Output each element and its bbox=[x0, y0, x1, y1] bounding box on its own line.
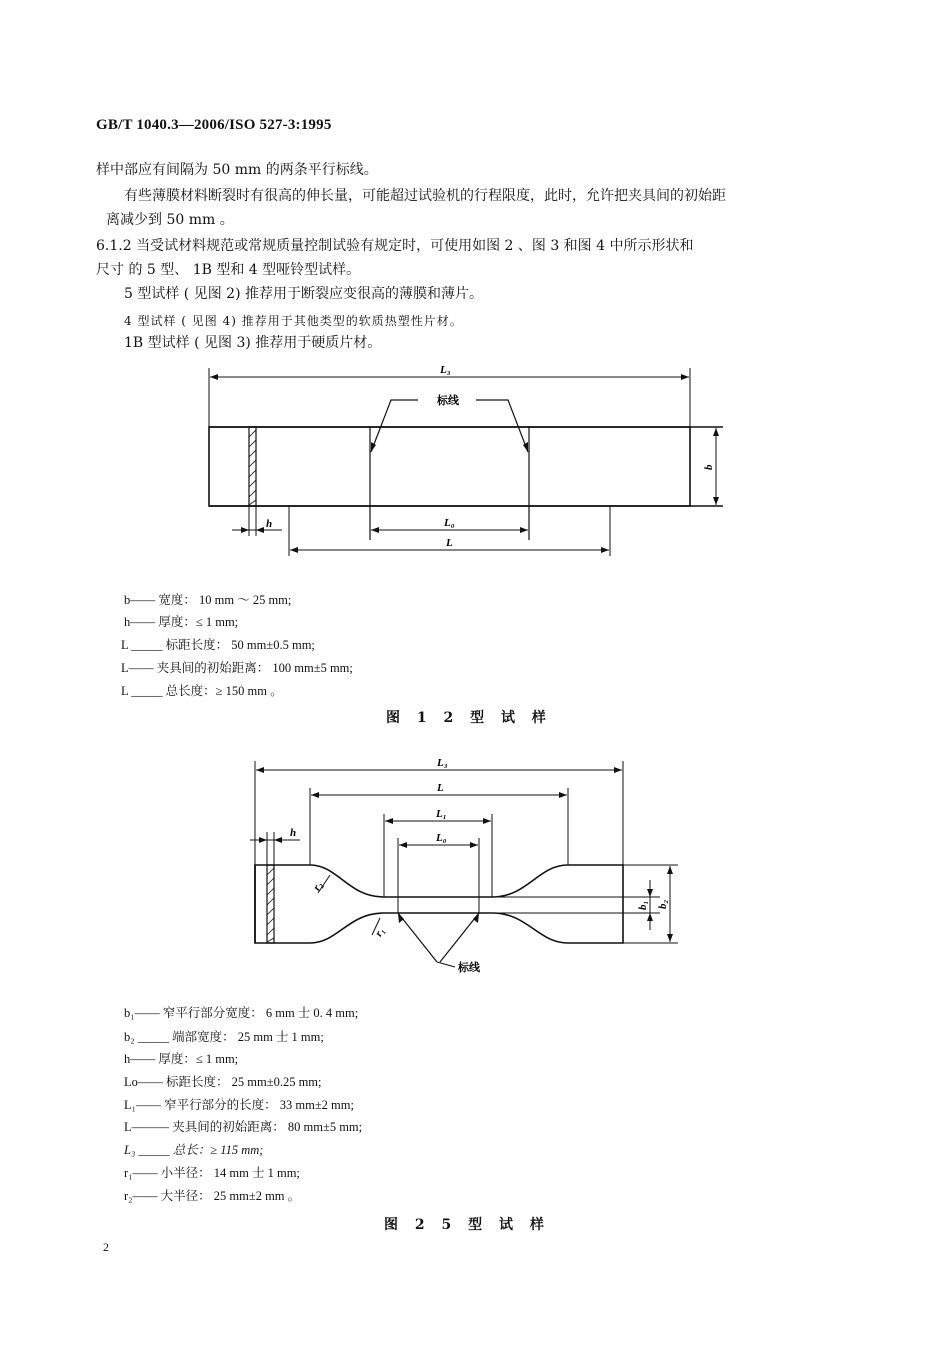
fig2-legend-r1: r₁—— 小半径： 14 mm 士 1 mm; bbox=[124, 1166, 300, 1180]
fig2-legend-h: h—— 厚度：≤ 1 mm; bbox=[124, 1052, 239, 1066]
document-header: GB/T 1040.3—2006/ISO 527-3:1995 bbox=[96, 117, 332, 133]
fig2-label-L: L bbox=[437, 782, 444, 794]
fig1-label-h: h bbox=[266, 518, 273, 530]
fig2-legend-b1: b₁—— 窄平行部分宽度： 6 mm 士 0. 4 mm; bbox=[124, 1006, 359, 1020]
fig2-label-r1: r₁ bbox=[372, 925, 388, 939]
fig1-label-L: L bbox=[446, 537, 453, 549]
fig1-label-b: b bbox=[703, 464, 715, 470]
figure-1-caption: 图 1 2 型 试 样 bbox=[386, 710, 552, 726]
clause-6-1-2-cont: 尺寸 的 5 型、 1B 型和 4 型哑铃型试样。 bbox=[96, 262, 361, 278]
fig1-label-mark: 标线 bbox=[437, 394, 459, 407]
type4-note: 4 型试样 ( 见图 4) 推荐用于其他类型的软质热塑性片材。 bbox=[124, 314, 463, 328]
type5-note: 5 型试样 ( 见图 2) 推荐用于断裂应变很高的薄膜和薄片。 bbox=[124, 286, 483, 302]
paragraph-2-cont: 离减少到 50 mm 。 bbox=[106, 212, 234, 228]
fig2-label-b2: b₂ bbox=[657, 899, 669, 909]
fig2-legend-r2: r₂—— 大半径： 25 mm±2 mm 。 bbox=[124, 1189, 301, 1203]
fig2-legend-b2: b₂ _____ 端部宽度： 25 mm 士 1 mm; bbox=[124, 1030, 324, 1044]
fig2-label-L0: L₀ bbox=[436, 832, 447, 844]
figure-2-caption: 图 2 5 型 试 样 bbox=[384, 1217, 550, 1233]
fig2-legend-L: L——— 夹具间的初始距离： 80 mm±5 mm; bbox=[124, 1120, 363, 1134]
fig1-label-L0: L₀ bbox=[444, 517, 455, 529]
fig1-legend-L3: L _____ 总长度：≥ 150 mm 。 bbox=[121, 684, 283, 698]
paragraph-1: 样中部应有间隔为 50 mm 的两条平行标线。 bbox=[96, 162, 378, 178]
fig2-label-L1: L₁ bbox=[436, 808, 447, 820]
fig1-legend-L0: L _____ 标距长度： 50 mm±0.5 mm; bbox=[121, 638, 315, 652]
fig2-label-b1: b₁ bbox=[637, 900, 649, 910]
fig2-legend-L3: L₃ _____ 总长：≥ 115 mm; bbox=[124, 1143, 264, 1157]
fig2-legend-L1: L₁—— 窄平行部分的长度： 33 mm±2 mm; bbox=[124, 1098, 354, 1112]
fig1-legend-b: b—— 宽度： 10 mm ～ 25 mm; bbox=[124, 593, 292, 607]
fig1-legend-L: L—— 夹具间的初始距离： 100 mm±5 mm; bbox=[121, 661, 353, 675]
fig2-label-h: h bbox=[290, 827, 297, 839]
fig2-legend-L0: Lo—— 标距长度： 25 mm±0.25 mm; bbox=[124, 1075, 322, 1089]
fig2-label-r2: r₂ bbox=[310, 879, 326, 893]
page-number: 2 bbox=[103, 1240, 109, 1254]
fig2-label-L3: L₃ bbox=[437, 757, 448, 769]
fig1-label-L3: L₃ bbox=[440, 364, 451, 376]
fig1-legend-h: h—— 厚度：≤ 1 mm; bbox=[124, 615, 239, 629]
fig2-label-mark: 标线 bbox=[458, 961, 480, 974]
paragraph-2: 有些薄膜材料断裂时有很高的伸长量，可能超过试验机的行程限度，此时，允许把夹具间的初始距 bbox=[124, 188, 726, 204]
clause-6-1-2: 6.1.2 当受试材料规范或常规质量控制试验有规定时，可使用如图 2 、图 3 和图 4 中所示形状和 bbox=[96, 238, 694, 254]
type1b-note: 1B 型试样 ( 见图 3) 推荐用于硬质片材。 bbox=[124, 335, 382, 351]
